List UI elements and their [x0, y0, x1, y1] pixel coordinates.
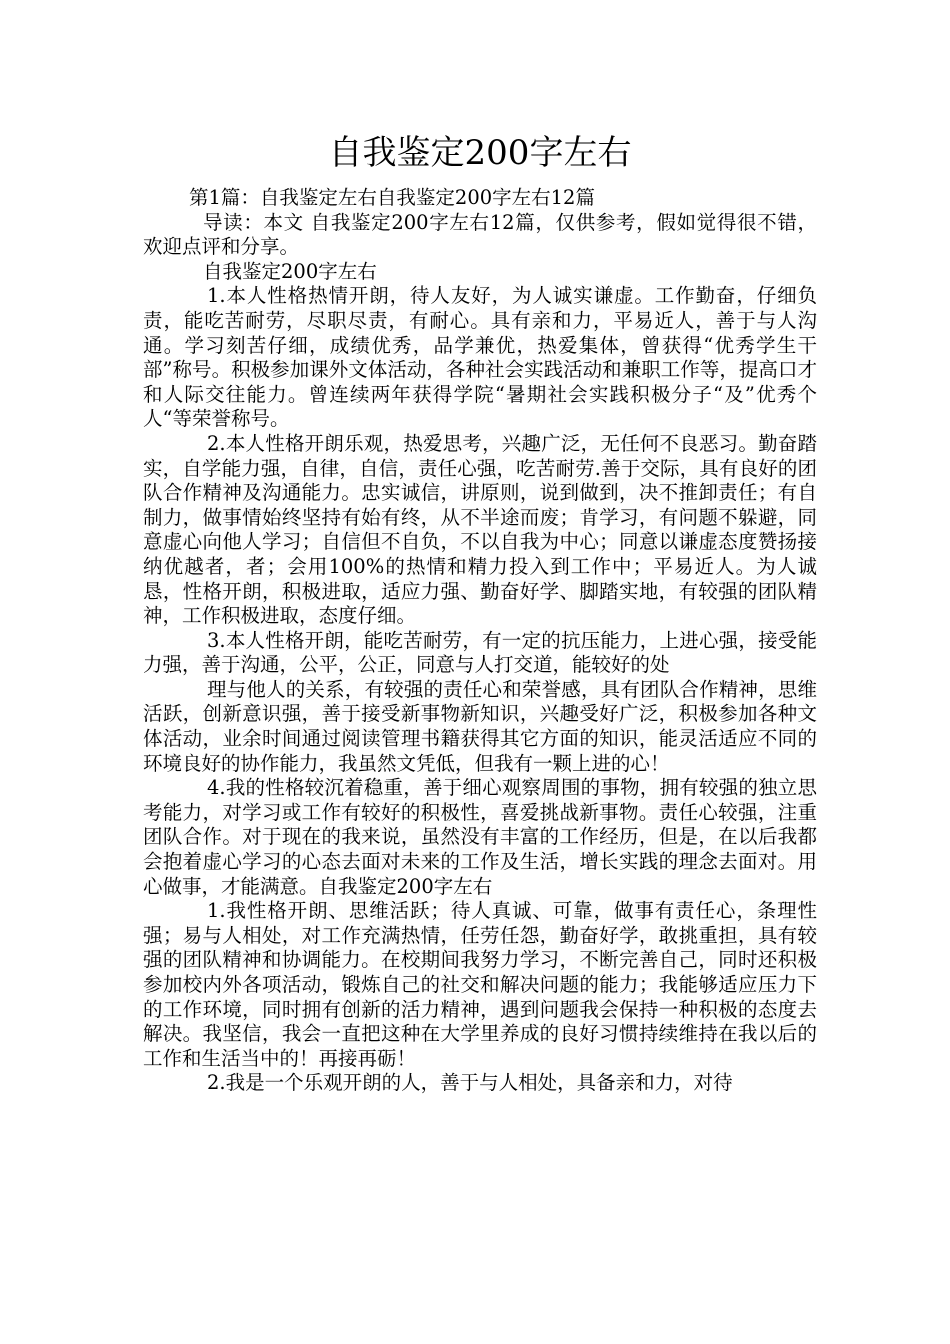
- body-paragraph: 3.本人性格开朗，能吃苦耐劳，有一定的抗压能力，上进心强，接受能力强，善于沟通，公平，公正，同意与人打交道，能较好的处: [143, 628, 817, 677]
- intro-paragraph: 导读：本文 自我鉴定200字左右12篇，仅供参考，假如觉得很不错，欢迎点评和分享。: [143, 210, 817, 259]
- document-title: 自我鉴定200字左右: [328, 133, 632, 173]
- body-paragraph: 4.我的性格较沉着稳重，善于细心观察周围的事物，拥有较强的独立思考能力，对学习或工作有较好的积极性，喜爱挑战新事物。责任心较强，注重团队合作。对于现在的我来说，虽然没有丰富的工作经历，但是，在以后我都会抱着虚心学习的心态去面对未来的工作及生活，增长实践的理念去面对。用心做事，才能满意。自我鉴定200字左右: [143, 776, 817, 898]
- body-paragraph: 1.本人性格热情开朗，待人友好，为人诚实谦虚。工作勤奋，仔细负责，能吃苦耐劳，尽职尽责，有耐心。具有亲和力，平易近人，善于与人沟通。学习刻苦仔细，成绩优秀，品学兼优，热爱集体，曾获得“优秀学生干部”称号。积极参加课外文体活动，各种社会实践活动和兼职工作等，提高口才和人际交往能力。曾连续两年获得学院“暑期社会实践积极分子“及”优秀个人“等荣誉称号。: [143, 284, 817, 431]
- body-paragraph: 1.我性格开朗、思维活跃；待人真诚、可靠，做事有责任心，条理性强；易与人相处，对工作充满热情，任劳任怨，勤奋好学，敢挑重担，具有较强的团队精神和协调能力。在校期间我努力学习，不断完善自己，同时还积极参加校内外各项活动，锻炼自己的社交和解决问题的能力；我能够适应压力下的工作环境，同时拥有创新的活力精神，遇到问题我会保持一种积极的态度去解决。我坚信，我会一直把这种在大学里养成的良好习惯持续维持在我以后的工作和生活当中的！再接再砺！: [143, 899, 817, 1070]
- body-paragraph: 理与他人的关系，有较强的责任心和荣誉感，具有团队合作精神，思维活跃，创新意识强，善于接受新事物新知识，兴趣受好广泛，积极参加各种文体活动，业余时间通过阅读管理书籍获得其它方面的知识，能灵活适应不同的环境良好的协作能力，我虽然文凭低，但我有一颗上进的心！: [143, 677, 817, 775]
- section-heading: 自我鉴定200字左右: [203, 259, 377, 283]
- body-paragraph: 2.我是一个乐观开朗的人，善于与人相处，具备亲和力，对待: [207, 1071, 733, 1095]
- article-heading: 第1篇：自我鉴定左右自我鉴定200字左右12篇: [189, 186, 595, 209]
- document-page: [143, 120, 817, 1096]
- body-paragraph: 2.本人性格开朗乐观，热爱思考，兴趣广泛，无任何不良恶习。勤奋踏实，自学能力强，自律，自信，责任心强，吃苦耐劳.善于交际，具有良好的团队合作精神及沟通能力。忠实诚信，讲原则，说到做到，决不推卸责任；有自制力，做事情始终坚持有始有终，从不半途而废；肯学习，有问题不躲避，同意虚心向他人学习；自信但不自负，不以自我为中心；同意以谦虚态度赞扬接纳优越者，者；会用100%的热情和精力投入到工作中；平易近人。为人诚恳，性格开朗，积极进取，适应力强、勤奋好学、脚踏实地，有较强的团队精神，工作积极进取，态度仔细。: [143, 431, 817, 628]
